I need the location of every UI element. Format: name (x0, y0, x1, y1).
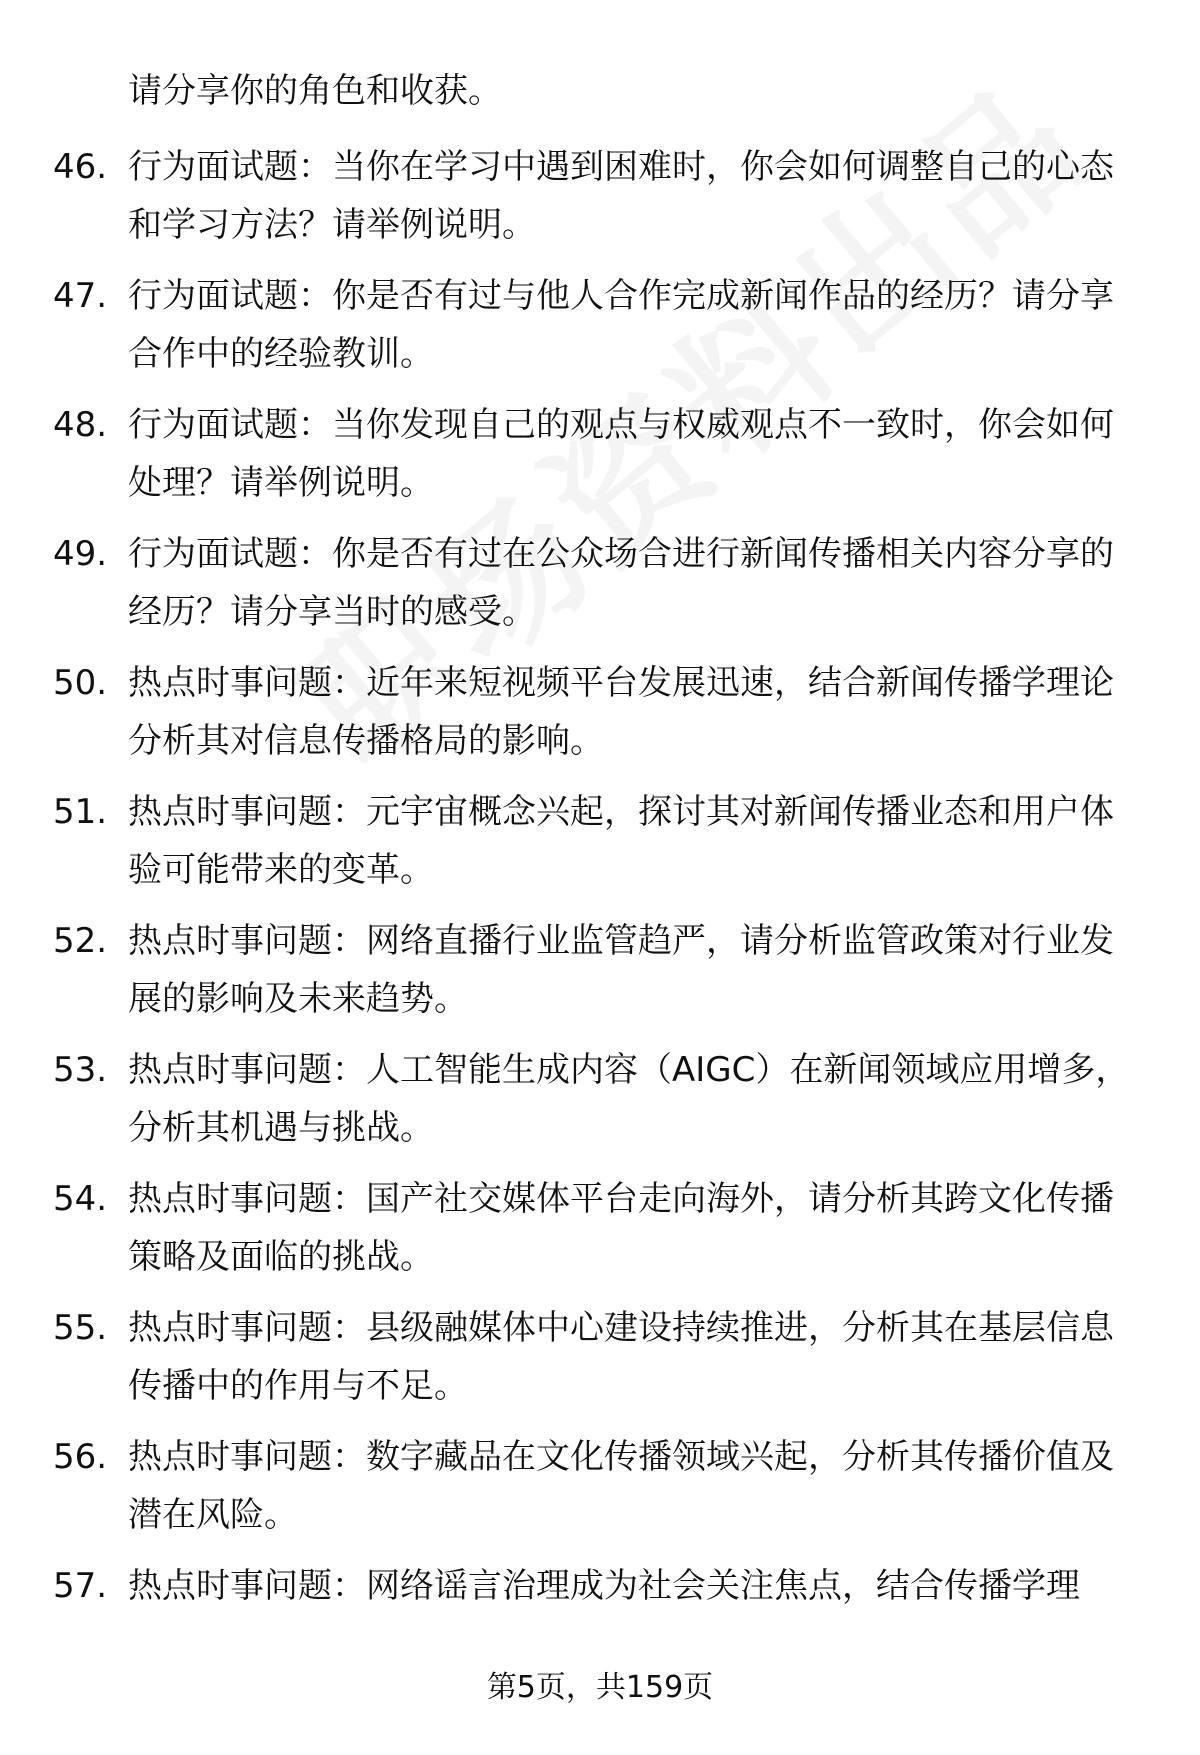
question-list (0, 138, 1200, 1686)
question-number: 50. (53, 663, 108, 703)
question-number: 46. (53, 147, 108, 187)
list-item (0, 654, 1200, 783)
question-number: 49. (53, 534, 108, 574)
question-text: 行为面试题：当你发现自己的观点与权威观点不一致时，你会如何处理？请举例说明。 (128, 405, 1114, 503)
question-number: 52. (53, 921, 108, 961)
question-number: 53. (53, 1050, 108, 1090)
question-text: 行为面试题：当你在学习中遇到困难时，你会如何调整自己的心态和学习方法？请举例说明。 (128, 147, 1114, 245)
list-item (0, 1557, 1200, 1686)
question-number: 47. (53, 276, 108, 316)
list-item (0, 1170, 1200, 1299)
question-number: 54. (53, 1179, 108, 1219)
list-item (0, 267, 1200, 396)
question-number: 56. (53, 1437, 108, 1477)
list-item (0, 1299, 1200, 1428)
question-number: 48. (53, 405, 108, 445)
question-text: 热点时事问题：网络直播行业监管趋严，请分析监管政策对行业发展的影响及未来趋势。 (128, 921, 1114, 1019)
page-footer: 第5页，共159页 (486, 1670, 714, 1705)
question-text: 行为面试题：你是否有过在公众场合进行新闻传播相关内容分享的经历？请分享当时的感受。 (128, 534, 1114, 632)
question-text: 热点时事问题：人工智能生成内容（AIGC）在新闻领域应用增多，分析其机遇与挑战。 (128, 1050, 1130, 1148)
list-item (0, 138, 1200, 267)
list-item (0, 912, 1200, 1041)
question-text: 热点时事问题：国产社交媒体平台走向海外，请分析其跨文化传播策略及面临的挑战。 (128, 1179, 1114, 1277)
question-number: 55. (53, 1308, 108, 1348)
question-text: 行为面试题：你是否有过与他人合作完成新闻作品的经历？请分享合作中的经验教训。 (128, 276, 1114, 374)
list-item (0, 783, 1200, 912)
question-text: 热点时事问题：元宇宙概念兴起，探讨其对新闻传播业态和用户体验可能带来的变革。 (128, 792, 1114, 890)
list-item (0, 396, 1200, 525)
question-text: 热点时事问题：县级融媒体中心建设持续推进，分析其在基层信息传播中的作用与不足。 (128, 1308, 1114, 1406)
list-item (0, 525, 1200, 654)
continuation-text: 请分享你的角色和收获。 (128, 71, 502, 111)
list-item (0, 1428, 1200, 1557)
question-text: 热点时事问题：网络谣言治理成为社会关注焦点，结合传播学理 (128, 1566, 1080, 1606)
list-item (0, 1041, 1200, 1170)
question-number: 51. (53, 792, 108, 832)
question-number: 57. (53, 1566, 108, 1606)
question-text: 热点时事问题：近年来短视频平台发展迅速，结合新闻传播学理论分析其对信息传播格局的影响。 (128, 663, 1114, 761)
question-text: 热点时事问题：数字藏品在文化传播领域兴起，分析其传播价值及潜在风险。 (128, 1437, 1114, 1535)
